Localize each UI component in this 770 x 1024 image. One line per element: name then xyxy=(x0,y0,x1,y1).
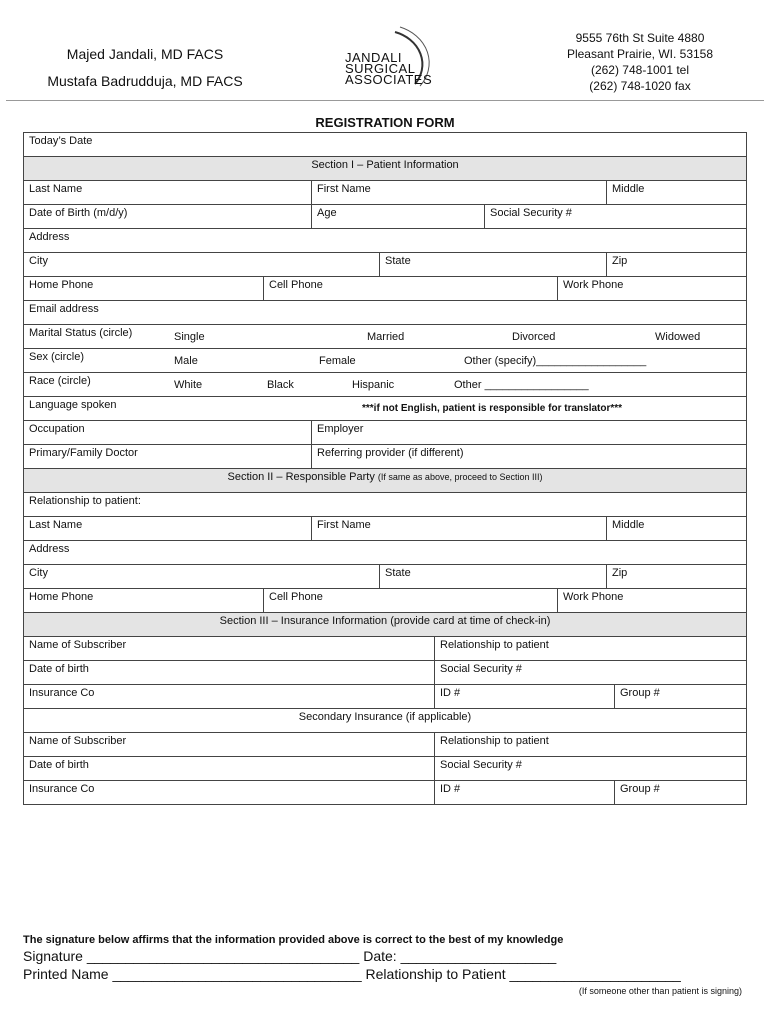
group-field[interactable]: Group # xyxy=(615,685,747,709)
email-field[interactable]: Email address xyxy=(24,301,747,325)
registration-form xyxy=(23,132,747,805)
rp-work-phone-field[interactable]: Work Phone xyxy=(558,589,747,613)
sec-id-field[interactable]: ID # xyxy=(435,781,615,805)
subscriber-field[interactable]: Name of Subscriber xyxy=(24,637,435,661)
sec-subscriber-field[interactable]: Name of Subscriber xyxy=(24,733,435,757)
ins-dob-field[interactable]: Date of birth xyxy=(24,661,435,685)
option-female[interactable]: Female xyxy=(319,355,356,367)
language-row[interactable] xyxy=(24,397,747,421)
clinic-address xyxy=(540,30,740,94)
logo-line-1: JANDALI xyxy=(345,50,402,65)
header-divider xyxy=(6,100,764,101)
option-hispanic[interactable]: Hispanic xyxy=(352,379,395,391)
occupation-field[interactable]: Occupation xyxy=(24,421,312,445)
address-field[interactable]: Address xyxy=(24,229,747,253)
rp-middle-field[interactable]: Middle xyxy=(607,517,747,541)
marital-label: Marital Status (circle) xyxy=(29,327,133,339)
rp-address-field[interactable]: Address xyxy=(24,541,747,565)
option-other-specify[interactable]: Other (specify)__________________ xyxy=(464,355,647,367)
sex-row xyxy=(24,349,747,373)
id-field[interactable]: ID # xyxy=(435,685,615,709)
section-2-note: (If same as above, proceed to Section III) xyxy=(377,472,543,482)
doctor-name-1: Majed Jandali, MD FACS xyxy=(66,46,224,62)
addr-line-1: 9555 76th St Suite 4880 xyxy=(575,31,705,45)
language-label: Language spoken xyxy=(29,399,117,411)
todays-date-field[interactable]: Today’s Date xyxy=(24,133,747,157)
option-widowed[interactable]: Widowed xyxy=(655,331,701,343)
rp-last-name-field[interactable]: Last Name xyxy=(24,517,312,541)
option-married[interactable]: Married xyxy=(367,331,405,343)
option-single[interactable]: Single xyxy=(174,331,205,343)
rp-cell-phone-field[interactable]: Cell Phone xyxy=(264,589,558,613)
middle-field[interactable]: Middle xyxy=(607,181,747,205)
option-black[interactable]: Black xyxy=(267,379,294,391)
ssn-field[interactable]: Social Security # xyxy=(485,205,747,229)
sec-insurance-co-field[interactable]: Insurance Co xyxy=(24,781,435,805)
sec-ssn-field[interactable]: Social Security # xyxy=(435,757,747,781)
rp-home-phone-field[interactable]: Home Phone xyxy=(24,589,264,613)
sex-label: Sex (circle) xyxy=(29,351,85,363)
city-field[interactable]: City xyxy=(24,253,380,277)
sec-dob-field[interactable]: Date of birth xyxy=(24,757,435,781)
rp-zip-field[interactable]: Zip xyxy=(607,565,747,589)
option-race-other[interactable]: Other _________________ xyxy=(454,379,589,391)
signing-note: (If someone other than patient is signing) xyxy=(578,986,742,996)
race-label: Race (circle) xyxy=(29,375,91,387)
first-name-field[interactable]: First Name xyxy=(312,181,607,205)
doctor-name-2: Mustafa Badrudduja, MD FACS xyxy=(47,73,243,89)
dob-field[interactable]: Date of Birth (m/d/y) xyxy=(24,205,312,229)
section-3-title: Section III – Insurance Information (provide card at time of check-in) xyxy=(24,613,747,637)
marital-status-row xyxy=(24,325,747,349)
state-field[interactable]: State xyxy=(380,253,607,277)
last-name-field[interactable]: Last Name xyxy=(24,181,312,205)
employer-field[interactable]: Employer xyxy=(312,421,747,445)
home-phone-field[interactable]: Home Phone xyxy=(24,277,264,301)
cell-phone-field[interactable]: Cell Phone xyxy=(264,277,558,301)
signature-line[interactable]: Signature ___________________________________ Date: ____________________ xyxy=(23,948,557,964)
section-2-title-cell xyxy=(24,469,747,493)
sec-group-field[interactable]: Group # xyxy=(615,781,747,805)
race-row xyxy=(24,373,747,397)
logo-line-2: SURGICAL xyxy=(345,61,416,76)
logo xyxy=(340,24,450,96)
ins-relationship-field[interactable]: Relationship to patient xyxy=(435,637,747,661)
affirmation-text: The signature below affirms that the information provided above is correct to the best of my knowledge xyxy=(23,934,564,946)
zip-field[interactable]: Zip xyxy=(607,253,747,277)
insurance-co-field[interactable]: Insurance Co xyxy=(24,685,435,709)
sec-relationship-field[interactable]: Relationship to patient xyxy=(435,733,747,757)
translator-note: ***if not English, patient is responsible for translator*** xyxy=(362,403,623,414)
secondary-insurance-title: Secondary Insurance (if applicable) xyxy=(24,709,747,733)
primary-doctor-field[interactable]: Primary/Family Doctor xyxy=(24,445,312,469)
addr-line-4: (262) 748-1020 fax xyxy=(589,79,691,93)
age-field[interactable]: Age xyxy=(312,205,485,229)
option-white[interactable]: White xyxy=(174,379,203,391)
signature-block xyxy=(23,934,753,982)
printed-name-line[interactable]: Printed Name ________________________________ Relationship to Patient ______________________ xyxy=(23,966,681,982)
referring-provider-field[interactable]: Referring provider (if different) xyxy=(312,445,747,469)
form-title: REGISTRATION FORM xyxy=(315,115,455,130)
option-male[interactable]: Male xyxy=(174,355,198,367)
option-divorced[interactable]: Divorced xyxy=(512,331,556,343)
rp-first-name-field[interactable]: First Name xyxy=(312,517,607,541)
work-phone-field[interactable]: Work Phone xyxy=(558,277,747,301)
ins-ssn-field[interactable]: Social Security # xyxy=(435,661,747,685)
addr-line-2: Pleasant Prairie, WI. 53158 xyxy=(566,47,714,61)
addr-line-3: (262) 748-1001 tel xyxy=(590,63,690,77)
rp-state-field[interactable]: State xyxy=(380,565,607,589)
logo-line-3: ASSOCIATES xyxy=(345,72,433,87)
rp-city-field[interactable]: City xyxy=(24,565,380,589)
section-2-title: Section II – Responsible Party xyxy=(227,471,375,483)
section-1-title: Section I – Patient Information xyxy=(24,157,747,181)
relationship-field[interactable]: Relationship to patient: xyxy=(24,493,747,517)
